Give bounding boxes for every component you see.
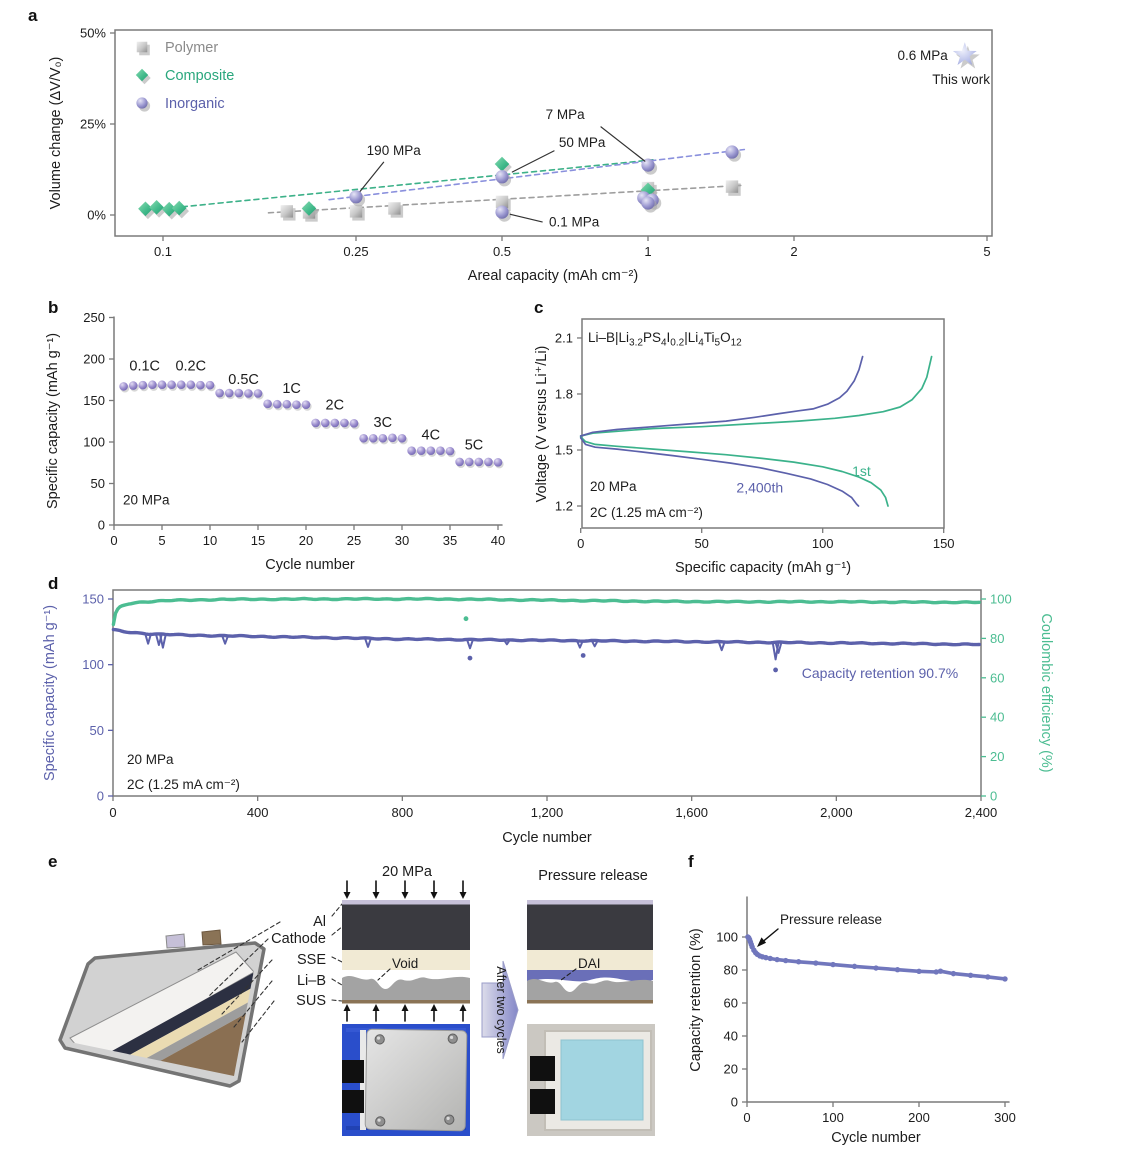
a-x-tick: 1	[644, 244, 652, 259]
f-y-tick: 100	[716, 929, 738, 945]
d-capacity-series	[113, 630, 979, 645]
d-pressure-note: 20 MPa	[127, 752, 174, 767]
layer-label-lib: Li–B	[296, 973, 326, 989]
xsec-lib	[342, 976, 470, 1000]
dip	[365, 638, 371, 647]
after-two-cycles-label: After two cycles	[494, 966, 508, 1054]
d-x-tick: 1,600	[675, 805, 708, 820]
axis-spine	[114, 317, 502, 525]
f-y-tick: 0	[730, 1094, 738, 1110]
b-x-tick: 15	[250, 533, 266, 548]
a-x-axis	[154, 236, 991, 284]
a-x-tick: 0.1	[153, 244, 173, 259]
layer-leader-right	[332, 904, 342, 916]
b-rate-group-0.1C	[119, 359, 167, 393]
void-leader	[378, 969, 390, 980]
xsec-lib	[527, 979, 653, 1000]
legend-label-polymer: Polymer	[165, 40, 219, 56]
cell-tab	[530, 1089, 555, 1114]
layer-leader-right	[332, 979, 342, 985]
pressure-annotation: 190 MPa	[366, 142, 421, 158]
f-retention-series	[748, 937, 1005, 979]
a-y-axis	[48, 26, 115, 223]
d-retention-label: Capacity retention 90.7%	[801, 665, 959, 681]
b-y-tick: 0	[97, 517, 105, 533]
layer-label-sus: SUS	[296, 993, 326, 1009]
annotation-leader	[512, 151, 554, 172]
c-pressure-note: 20 MPa	[590, 479, 637, 494]
b-y-tick: 150	[83, 393, 105, 408]
b-y-axis-title: Specific capacity (mAh g⁻¹)	[45, 332, 61, 510]
f-x-tick: 100	[822, 1110, 844, 1125]
diamond-marker	[136, 69, 151, 84]
cell-tab	[530, 1056, 555, 1081]
d-right-tick: 20	[990, 749, 1005, 765]
d-right-axis-title: Coulombic efficiency (%)	[1038, 613, 1054, 773]
a-legend	[136, 40, 235, 112]
xsec-cathode	[342, 905, 470, 951]
layer-leader-right	[332, 957, 342, 962]
f-data-point	[873, 965, 878, 970]
d-ce-outlier	[464, 616, 469, 621]
a-y-tick: 25%	[79, 116, 106, 132]
panel-label-c: c	[534, 298, 544, 317]
f-y-tick: 60	[723, 995, 738, 1011]
panel-e-cell-schematic-diagram	[40, 852, 675, 1158]
a-y-axis-title: Volume change (ΔV/V₀)	[48, 56, 64, 210]
b-rate-group-4C	[407, 428, 455, 458]
c-curve-label: 2,400th	[736, 479, 784, 496]
b-y-tick: 100	[83, 434, 105, 450]
square-marker	[281, 205, 296, 220]
d-capacity-dips	[145, 634, 781, 660]
layer-label-sse: SSE	[296, 952, 326, 968]
d-capacity-outlier	[468, 656, 473, 661]
b-x-tick: 35	[442, 533, 458, 548]
b-rate-label: 0.1C	[129, 358, 161, 375]
d-right-tick: 60	[990, 670, 1005, 686]
panel-label-b: b	[48, 298, 59, 317]
a-y-tick: 0%	[87, 207, 106, 223]
void-label: Void	[392, 956, 419, 971]
panel-d-cycling-stability-chart	[30, 578, 1102, 850]
b-y-tick: 200	[83, 351, 105, 367]
xsec-al	[342, 900, 470, 905]
a-x-axis-title: Areal capacity (mAh cm⁻²)	[467, 268, 639, 284]
panel-label-f: f	[688, 852, 694, 871]
b-rate-group-1C	[263, 381, 311, 411]
b-rate-label: 1C	[282, 381, 301, 398]
f-data-point	[796, 959, 801, 964]
a-x-tick: 5	[983, 244, 991, 259]
c-x-tick: 0	[577, 536, 585, 551]
circle-marker	[136, 97, 150, 111]
a-x-tick: 0.5	[492, 244, 512, 259]
c-y-tick: 1.2	[554, 498, 573, 514]
b-pressure-note: 20 MPa	[123, 492, 170, 508]
pouch-tab-sus	[202, 930, 221, 945]
panel-label-e: e	[48, 852, 58, 871]
d-x-tick: 400	[246, 805, 269, 820]
b-y-tick: 50	[90, 476, 105, 491]
f-annotation-arrowhead	[757, 937, 766, 947]
f-y-tick: 20	[723, 1061, 738, 1077]
a-series-this-work	[953, 42, 980, 68]
a-y-tick: 50%	[79, 25, 106, 41]
layer-leader-right	[332, 926, 343, 935]
xsec-cathode	[527, 905, 653, 951]
circle-marker	[495, 170, 511, 186]
a-annotations	[360, 48, 990, 230]
cell-tab	[342, 1090, 364, 1113]
f-data-point	[968, 973, 973, 978]
f-data-point	[813, 960, 818, 965]
photo-pressurized-cell	[342, 1024, 470, 1136]
b-x-tick: 10	[202, 533, 218, 548]
circle-marker	[725, 145, 741, 161]
b-x-tick: 5	[158, 533, 166, 548]
b-x-tick: 40	[490, 533, 506, 548]
trendline	[173, 160, 654, 208]
a-x-tick: 2	[790, 244, 798, 259]
panel-b-rate-capability-chart	[40, 298, 522, 576]
axis-spine	[747, 897, 1009, 1102]
plot-border	[115, 30, 992, 236]
f-x-tick: 300	[994, 1110, 1016, 1125]
f-y-axis-title: Capacity retention (%)	[688, 928, 704, 1072]
layer-label-al: Al	[313, 914, 326, 930]
b-rate-label: 0.5C	[228, 371, 259, 388]
legend-label-composite: Composite	[165, 68, 235, 84]
b-rate-label: 3C	[373, 415, 393, 432]
d-right-tick: 0	[990, 788, 998, 804]
panel-label-a: a	[28, 6, 38, 25]
d-left-tick: 0	[96, 788, 104, 804]
a-x-tick: 0.25	[343, 244, 369, 259]
c-x-tick: 100	[811, 536, 834, 551]
f-x-tick: 200	[908, 1110, 930, 1125]
this-work-label: This work	[932, 71, 990, 87]
dip	[160, 634, 166, 647]
b-rate-label: 2C	[325, 397, 345, 414]
layer-label-cathode: Cathode	[271, 931, 326, 947]
d-x-tick: 2,000	[820, 805, 853, 820]
xsec-sus	[342, 1000, 470, 1004]
f-data-point	[985, 974, 990, 979]
panel-a-volume-change-chart	[20, 8, 1022, 286]
f-pressure-release-label: Pressure release	[780, 912, 883, 927]
f-data-point	[895, 967, 900, 972]
pressure-annotation: 50 MPa	[558, 134, 606, 150]
square-marker	[726, 180, 741, 195]
pouch-tab-al	[166, 934, 185, 948]
f-data-point	[830, 962, 835, 967]
square-marker	[137, 42, 150, 56]
plot-border	[113, 590, 981, 796]
metal-plate	[365, 1029, 467, 1131]
panel-label-d: d	[48, 574, 59, 593]
f-data-point	[774, 957, 779, 962]
f-data-point	[1002, 976, 1007, 981]
b-x-tick: 30	[394, 533, 410, 548]
d-left-tick: 50	[89, 722, 104, 738]
star-pressure-label: 0.6 MPa	[897, 47, 948, 63]
c-x-axis-title: Specific capacity (mAh g⁻¹)	[674, 560, 852, 576]
xsec-dai-layer	[527, 970, 653, 982]
circle-marker	[349, 190, 365, 206]
c-cell-title: $Li-B|Li_{3.2}PS_4I_{0.2}|Li_4Ti_5O_{12}$	[588, 330, 742, 349]
panel-f-capacity-retention-chart	[670, 852, 1122, 1152]
photo-released-pouch	[527, 1024, 655, 1136]
f-x-axis-title: Cycle number	[831, 1130, 921, 1146]
xsec-sus	[527, 1000, 653, 1004]
f-data-point	[852, 964, 857, 969]
panel-c-voltage-profile-chart	[530, 298, 1012, 576]
star-marker	[953, 42, 980, 68]
b-x-tick: 20	[298, 533, 314, 548]
c-y-tick: 1.5	[554, 442, 573, 458]
d-x-tick: 800	[391, 805, 414, 820]
c-x-tick: 50	[694, 536, 709, 551]
f-data-point	[768, 956, 773, 961]
cross-section-released	[527, 900, 653, 1004]
layer-leader-right	[332, 1000, 342, 1001]
e-release-label: Pressure release	[538, 868, 648, 884]
d-right-tick: 80	[990, 630, 1005, 646]
c-y-tick: 2.1	[554, 330, 573, 346]
d-x-tick: 0	[109, 805, 117, 820]
d-coulombic-efficiency-series	[113, 599, 979, 625]
c-y-axis-title: Voltage (V versus Li⁺/Li)	[534, 345, 550, 503]
b-x-tick: 25	[346, 533, 362, 548]
d-right-tick: 40	[990, 709, 1005, 725]
d-right-tick: 100	[990, 591, 1012, 607]
f-x-tick: 0	[743, 1110, 751, 1125]
b-x-tick: 0	[110, 533, 118, 548]
annotation-leader	[510, 214, 542, 222]
c-y-tick: 1.8	[554, 386, 573, 402]
pouch-cell-schematic	[60, 930, 292, 1092]
c-curve-2-400th-discharge	[581, 438, 859, 506]
pressure-annotation: 0.1 MPa	[549, 214, 600, 230]
d-capacity-outlier	[581, 653, 586, 658]
d-capacity-outlier	[773, 668, 778, 673]
d-rate-note: 2C (1.25 mA cm⁻²)	[127, 777, 240, 792]
f-data-point	[951, 971, 956, 976]
b-rate-group-5C	[455, 437, 503, 468]
cell-tab	[342, 1060, 364, 1083]
xsec-al	[527, 900, 653, 905]
d-x-tick: 2,400	[964, 805, 998, 820]
pressure-annotation: 7 MPa	[545, 106, 585, 122]
b-rate-group-0.5C	[215, 372, 263, 400]
f-data-point	[783, 958, 788, 963]
b-rate-group-3C	[359, 415, 407, 444]
legend-label-inorganic: Inorganic	[165, 96, 225, 112]
square-marker	[388, 202, 403, 217]
d-left-axis-title: Specific capacity (mAh g⁻¹)	[42, 604, 58, 782]
d-left-tick: 150	[82, 591, 104, 607]
b-rate-group-2C	[311, 398, 359, 430]
b-rate-label: 5C	[464, 437, 484, 454]
c-curve-1st-discharge	[581, 437, 888, 506]
d-left-tick: 100	[82, 657, 104, 673]
cross-section-pressurized	[342, 900, 470, 1004]
annotation-leader	[601, 127, 645, 161]
c-curve-2-400th-charge	[581, 357, 863, 436]
d-x-axis-title: Cycle number	[502, 830, 592, 846]
b-rate-label: 4C	[421, 427, 441, 444]
f-data-point	[938, 968, 943, 973]
b-x-axis-title: Cycle number	[265, 557, 355, 573]
f-y-tick: 40	[723, 1028, 738, 1044]
b-rate-group-0.2C	[167, 359, 215, 392]
c-rate-note: 2C (1.25 mA cm⁻²)	[590, 505, 703, 520]
c-x-tick: 150	[932, 536, 955, 551]
e-pressure-label: 20 MPa	[382, 864, 432, 880]
b-rate-label: 0.2C	[175, 358, 207, 375]
dai-label: DAI	[578, 956, 601, 971]
b-y-tick: 250	[83, 310, 105, 325]
d-x-tick: 1,200	[530, 805, 564, 820]
f-y-tick: 80	[723, 962, 738, 978]
f-data-point	[916, 969, 921, 974]
c-curve-1st-charge	[581, 357, 932, 436]
c-curve-label: 1st	[852, 463, 871, 480]
